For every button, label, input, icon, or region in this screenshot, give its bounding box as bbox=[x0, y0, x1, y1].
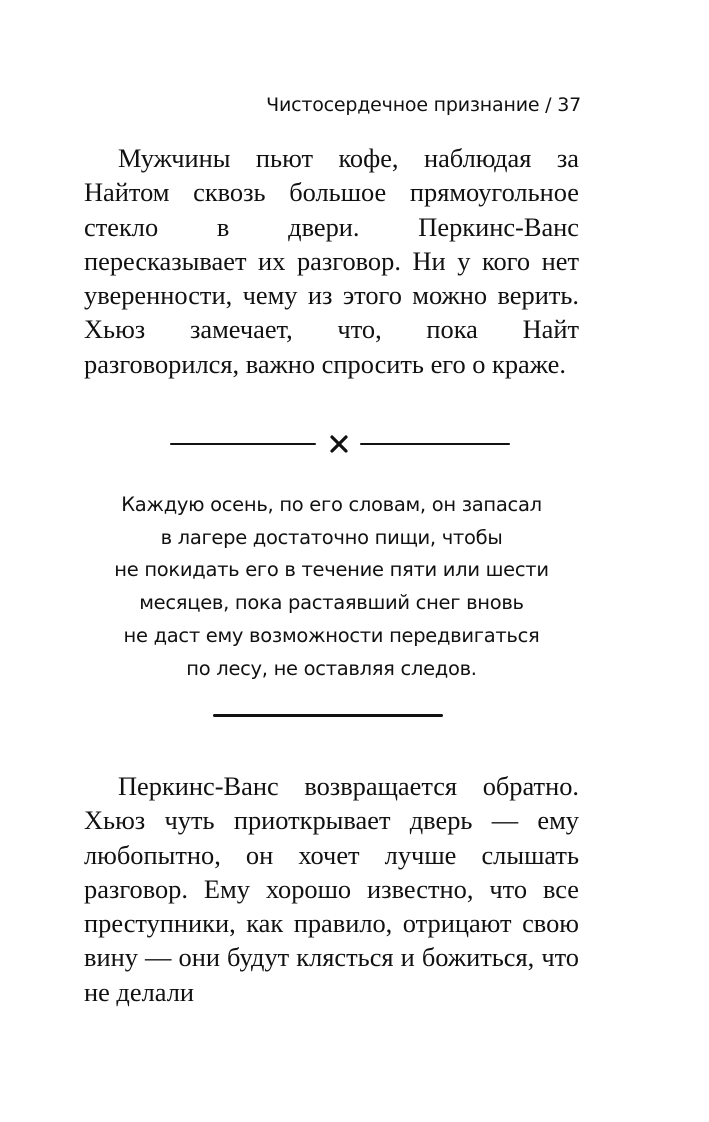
quote-line: не даст ему возможности передвигаться bbox=[123, 623, 540, 647]
quote-end-rule bbox=[213, 714, 443, 717]
quote-line: месяцев, пока растаявший снег вновь bbox=[139, 591, 524, 615]
divider-rule-left bbox=[170, 443, 316, 445]
paragraph-text: Мужчины пьют кофе, наблюдая за Найтом сквозь большое прямоугольное стекло в двери. Перкинс-Ванс пересказывает их разговор. Ни у кого нет уверенности, чему из этого можно верить. Хьюз замечает, что, пока Найт разговорился, важно спросить его о краже. bbox=[84, 143, 579, 379]
cross-mark-icon bbox=[327, 432, 351, 456]
quote-line: по лесу, не оставляя следов. bbox=[186, 656, 477, 680]
section-divider-ornament bbox=[170, 430, 510, 458]
body-paragraph-1 bbox=[84, 141, 579, 381]
divider-rule-right bbox=[360, 443, 510, 445]
pull-quote bbox=[84, 489, 579, 685]
quote-line: в лагере достаточно пищи, чтобы bbox=[160, 525, 503, 549]
paragraph-text: Перкинс-Ванс возвращается обратно. Хьюз чуть приоткрывает дверь — ему любопытно, он хочет лучше слышать разговор. Ему хорошо известно, что все преступники, как правило, отрицают свою вину — они будут клясться и божиться, что не делали bbox=[84, 771, 579, 1007]
body-paragraph-2 bbox=[84, 769, 579, 1009]
quote-line: Каждую осень, по его словам, он запасал bbox=[121, 493, 542, 516]
quote-line: не покидать его в течение пяти или шести bbox=[114, 558, 549, 582]
running-header: Чистосердечное признание / 37 bbox=[266, 94, 581, 116]
